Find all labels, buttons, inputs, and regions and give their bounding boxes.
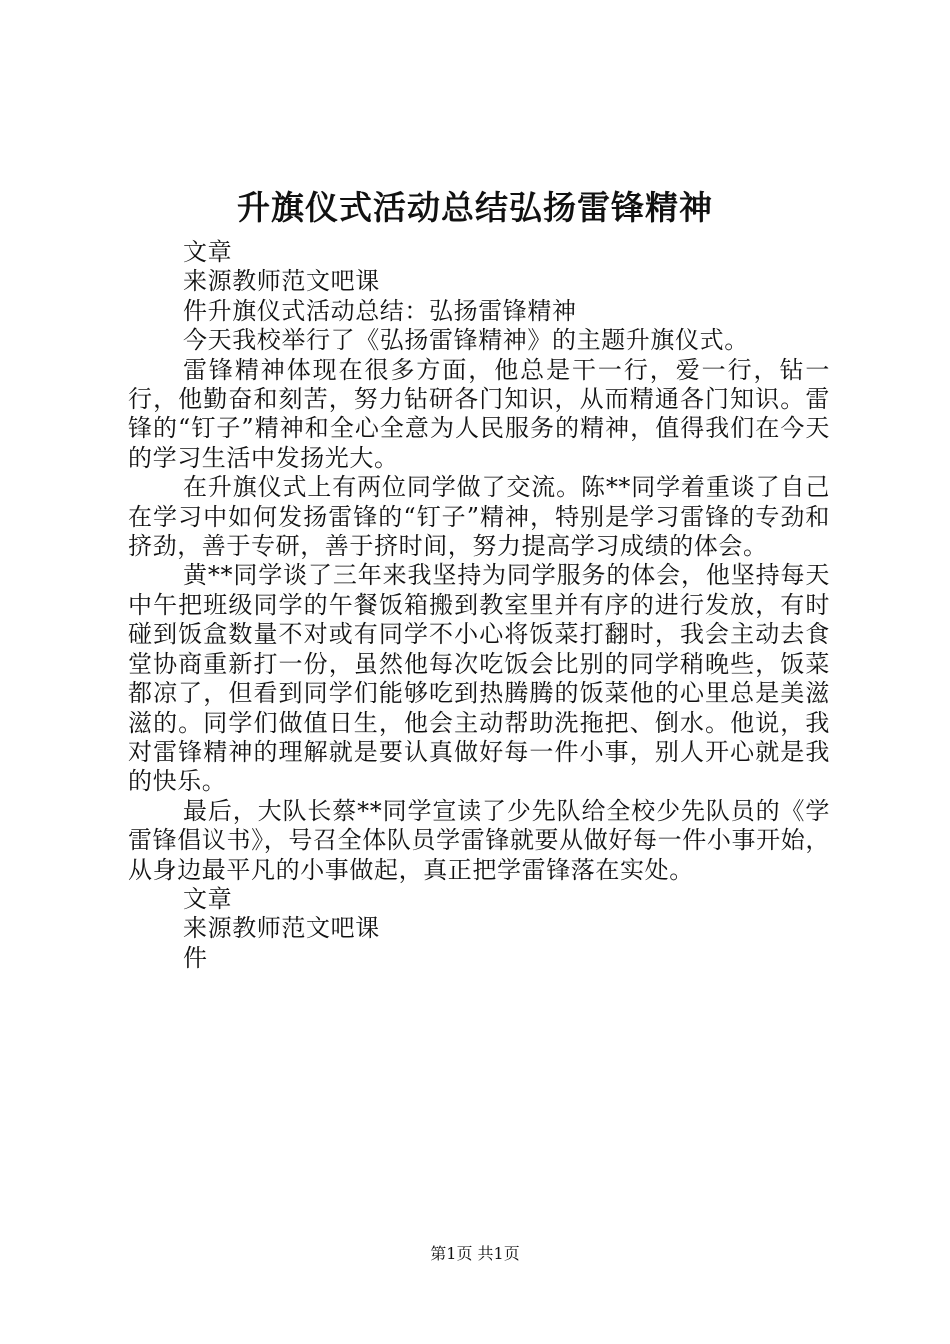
- page-footer: 第1页 共1页: [430, 1244, 520, 1263]
- paragraph-huang-story: 黄**同学谈了三年来我坚持为同学服务的体会，他坚持每天中午把班级同学的午餐饭箱搬到教室里并有序的进行发放，有时碰到饭盒数量不对或有同学不小心将饭菜打翻时，我会主动去食堂协商重新打一份，虽然他每次吃饭会比别的同学稍晚些，饭菜都凉了，但看到同学们能够吃到热腾腾的饭菜他的心里总是美滋滋的。同学们做值日生，他会主动帮助洗拖把、倒水。他说，我对雷锋精神的理解就是要认真做好每一件小事，别人开心就是我的快乐。: [128, 561, 830, 796]
- paragraph-intro: 今天我校举行了《弘扬雷锋精神》的主题升旗仪式。: [183, 326, 749, 355]
- document-title: 升旗仪式活动总结弘扬雷锋精神: [237, 188, 713, 227]
- paragraph-source-tail-end: 件: [183, 943, 208, 972]
- paragraph-source-label: 来源教师范文吧课: [183, 267, 380, 296]
- paragraph-article-label: 文章: [183, 238, 233, 266]
- paragraph-article-label-end: 文章: [183, 884, 233, 913]
- document-body: [128, 238, 830, 973]
- paragraph-source-label-end: 来源教师范文吧课: [183, 914, 380, 943]
- paragraph-exchange: 在升旗仪式上有两位同学做了交流。陈**同学着重谈了自己在学习中如何发扬雷锋的“钉子”精神，特别是学习雷锋的专劲和挤劲，善于专研，善于挤时间，努力提高学习成绩的体会。: [128, 473, 830, 561]
- paragraph-leifeng-spirit: 雷锋精神体现在很多方面，他总是干一行，爱一行，钻一行，他勤奋和刻苦，努力钻研各门知识，从而精通各门知识。雷锋的“钉子”精神和全心全意为人民服务的精神，值得我们在今天的学习生活中发扬光大。: [128, 355, 830, 472]
- paragraph-subtitle: 件升旗仪式活动总结：弘扬雷锋精神: [183, 296, 577, 325]
- paragraph-closing: 最后，大队长蔡**同学宣读了少先队给全校少先队员的《学雷锋倡议书》，号召全体队员学雷锋就要从做好每一件小事开始，从身边最平凡的小事做起，真正把学雷锋落在实处。: [128, 796, 830, 884]
